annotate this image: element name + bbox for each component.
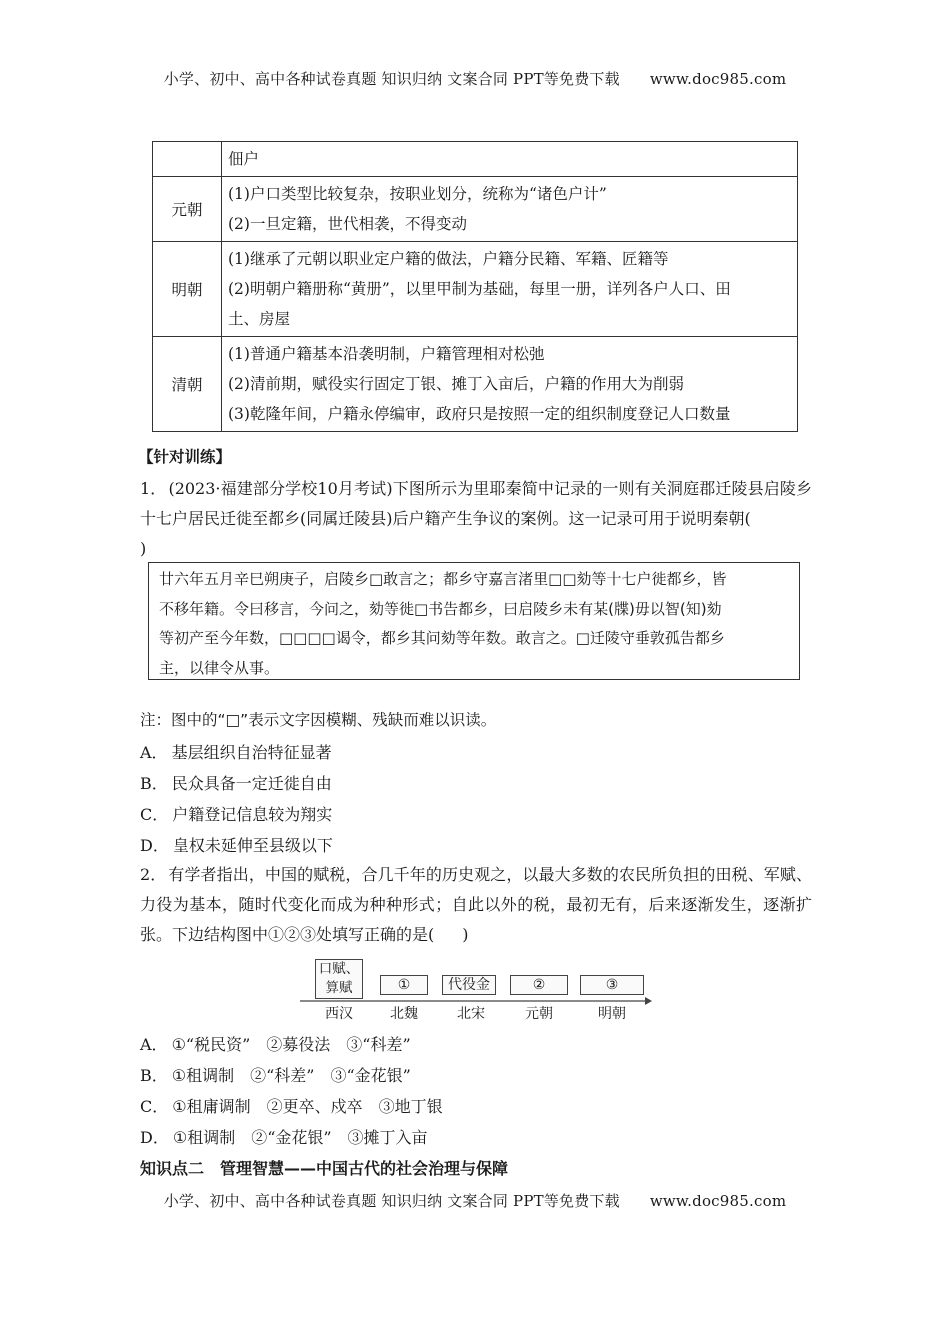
question-stem-text: (2023·福建部分学校10月考试)下图所示为里耶秦简中记录的一则有关洞庭郡迁陵县启陵乡十七户居民迁徙至都乡(同属迁陵县)后户籍产生争议的案例。这一记录可用于说明秦朝( <box>140 479 812 528</box>
table-content-cell <box>222 142 798 177</box>
q2-option-c[interactable] <box>140 1094 443 1117</box>
quote-line: 廿六年五月辛巳朔庚子，启陵乡□敢言之；都乡守嘉言渚里□□劾等十七户徙都乡，皆 <box>159 570 727 588</box>
option-text: 民众具备一定迁徙自由 <box>171 774 332 793</box>
table-line: (3)乾隆年间，户籍永停编审，政府只是按照一定的组织制度登记人口数量 <box>228 405 731 423</box>
q2-option-b[interactable] <box>140 1063 411 1086</box>
diagram-box-north-song: 代役金 <box>442 975 496 995</box>
table-era-cell: 明朝 <box>153 242 222 337</box>
option-text: ①租调制 ②“金花银” ③摊丁入亩 <box>172 1128 428 1147</box>
q1-option-d[interactable] <box>140 833 333 856</box>
diagram-box-3: ③ <box>580 975 644 995</box>
option-text: ①“税民资” ②募役法 ③“科差” <box>171 1035 411 1054</box>
diagram-era-label: 北宋 <box>457 1006 485 1022</box>
q1-option-b[interactable] <box>140 771 332 794</box>
table-line: 佃户 <box>228 150 260 168</box>
diagram-era-label: 明朝 <box>598 1006 626 1022</box>
option-text: ①租调制 ②“科差” ③“金花银” <box>171 1066 411 1085</box>
footer-url[interactable]: www.doc985.com <box>649 1192 787 1210</box>
household-registration-table <box>152 141 798 432</box>
header-text: 小学、初中、高中各种试卷真题 知识归纳 文案合同 PPT等免费下载 <box>163 70 620 88</box>
table-line: (1)继承了元朝以职业定户籍的做法，户籍分民籍、军籍、匠籍等 <box>228 250 669 268</box>
table-era-cell <box>153 142 222 177</box>
option-letter: A． <box>140 1035 168 1054</box>
option-text: 皇权未延伸至县级以下 <box>172 836 333 855</box>
quote-note: 注：图中的“□”表示文字因模糊、残缺而难以识读。 <box>140 711 497 729</box>
table-line: (1)普通户籍基本沿袭明制，户籍管理相对松弛 <box>228 345 545 363</box>
q1-option-c[interactable] <box>140 802 332 825</box>
knowledge-point-heading: 知识点二 管理智慧——中国古代的社会治理与保障 <box>140 1159 509 1178</box>
table-row <box>153 337 798 432</box>
option-letter: D． <box>140 836 169 855</box>
table-row <box>153 142 798 177</box>
table-line: (2)清前期，赋役实行固定丁银、摊丁入亩后，户籍的作用大为削弱 <box>228 375 684 393</box>
table-row <box>153 242 798 337</box>
option-letter: B． <box>140 774 168 793</box>
question-number: 2． <box>140 865 167 884</box>
tax-timeline-diagram <box>300 955 660 1025</box>
header-url[interactable]: www.doc985.com <box>649 70 787 88</box>
page-footer <box>0 1190 950 1211</box>
quote-line: 等初产至今年数，□□□□谒令，都乡其问劾等年数。敢言之。□迁陵守垂敦孤告都乡 <box>159 629 725 647</box>
table-content-cell <box>222 242 798 337</box>
table-line: 土、房屋 <box>228 310 291 328</box>
diagram-box-1: ① <box>380 975 428 995</box>
answer-blank-close: ) <box>462 925 469 944</box>
quote-line: 主，以律令从事。 <box>159 658 280 677</box>
diagram-box-west-han: 口赋、算赋 <box>315 959 363 999</box>
diagram-box-2: ② <box>510 975 568 995</box>
footer-text: 小学、初中、高中各种试卷真题 知识归纳 文案合同 PPT等免费下载 <box>163 1192 620 1210</box>
question-2-stem <box>140 860 812 950</box>
table-era-cell: 元朝 <box>153 177 222 242</box>
table-line: (1)户口类型比较复杂，按职业划分，统称为“诸色户计” <box>228 185 607 203</box>
page-header <box>0 68 950 89</box>
option-text: 基层组织自治特征显著 <box>171 743 332 762</box>
table-content-cell <box>222 337 798 432</box>
q2-option-a[interactable] <box>140 1032 411 1055</box>
q2-option-d[interactable] <box>140 1125 428 1148</box>
section-title: 【针对训练】 <box>138 448 232 466</box>
table-era-cell: 清朝 <box>153 337 222 432</box>
diagram-era-label: 北魏 <box>390 1006 418 1022</box>
qin-bamboo-slip-quote <box>148 562 800 680</box>
option-letter: A． <box>140 743 168 762</box>
table-line: (2)明朝户籍册称“黄册”，以里甲制为基础，每里一册，详列各户人口、田 <box>228 280 731 298</box>
option-letter: D． <box>140 1128 169 1147</box>
table-row <box>153 177 798 242</box>
table-line: (2)一旦定籍，世代相袭，不得变动 <box>228 215 467 233</box>
diagram-era-label: 元朝 <box>525 1006 553 1022</box>
q1-option-a[interactable] <box>140 740 332 763</box>
question-1-stem <box>140 474 812 564</box>
option-letter: C． <box>140 805 169 824</box>
question-stem-text: 有学者指出，中国的赋税，合几千年的历史观之，以最大多数的农民所负担的田税、军赋、力役为基本，随时代变化而成为种种形式；自此以外的税，最初无有，后来逐渐发生，逐渐扩张。下边结构图中①②③处填写正确的是( <box>140 865 812 944</box>
question-number: 1． <box>140 479 167 498</box>
answer-blank-close: ) <box>140 539 147 558</box>
diagram-era-label: 西汉 <box>325 1006 353 1022</box>
option-letter: C． <box>140 1097 169 1116</box>
option-text: 户籍登记信息较为翔实 <box>172 805 333 824</box>
option-text: ①租庸调制 ②更卒、戍卒 ③地丁银 <box>172 1097 443 1116</box>
option-letter: B． <box>140 1066 168 1085</box>
quote-line: 不移年籍。令曰移言，今问之，劾等徙□书告都乡，曰启陵乡未有某(牒)毋以智(知)劾 <box>159 599 722 618</box>
table-content-cell <box>222 177 798 242</box>
